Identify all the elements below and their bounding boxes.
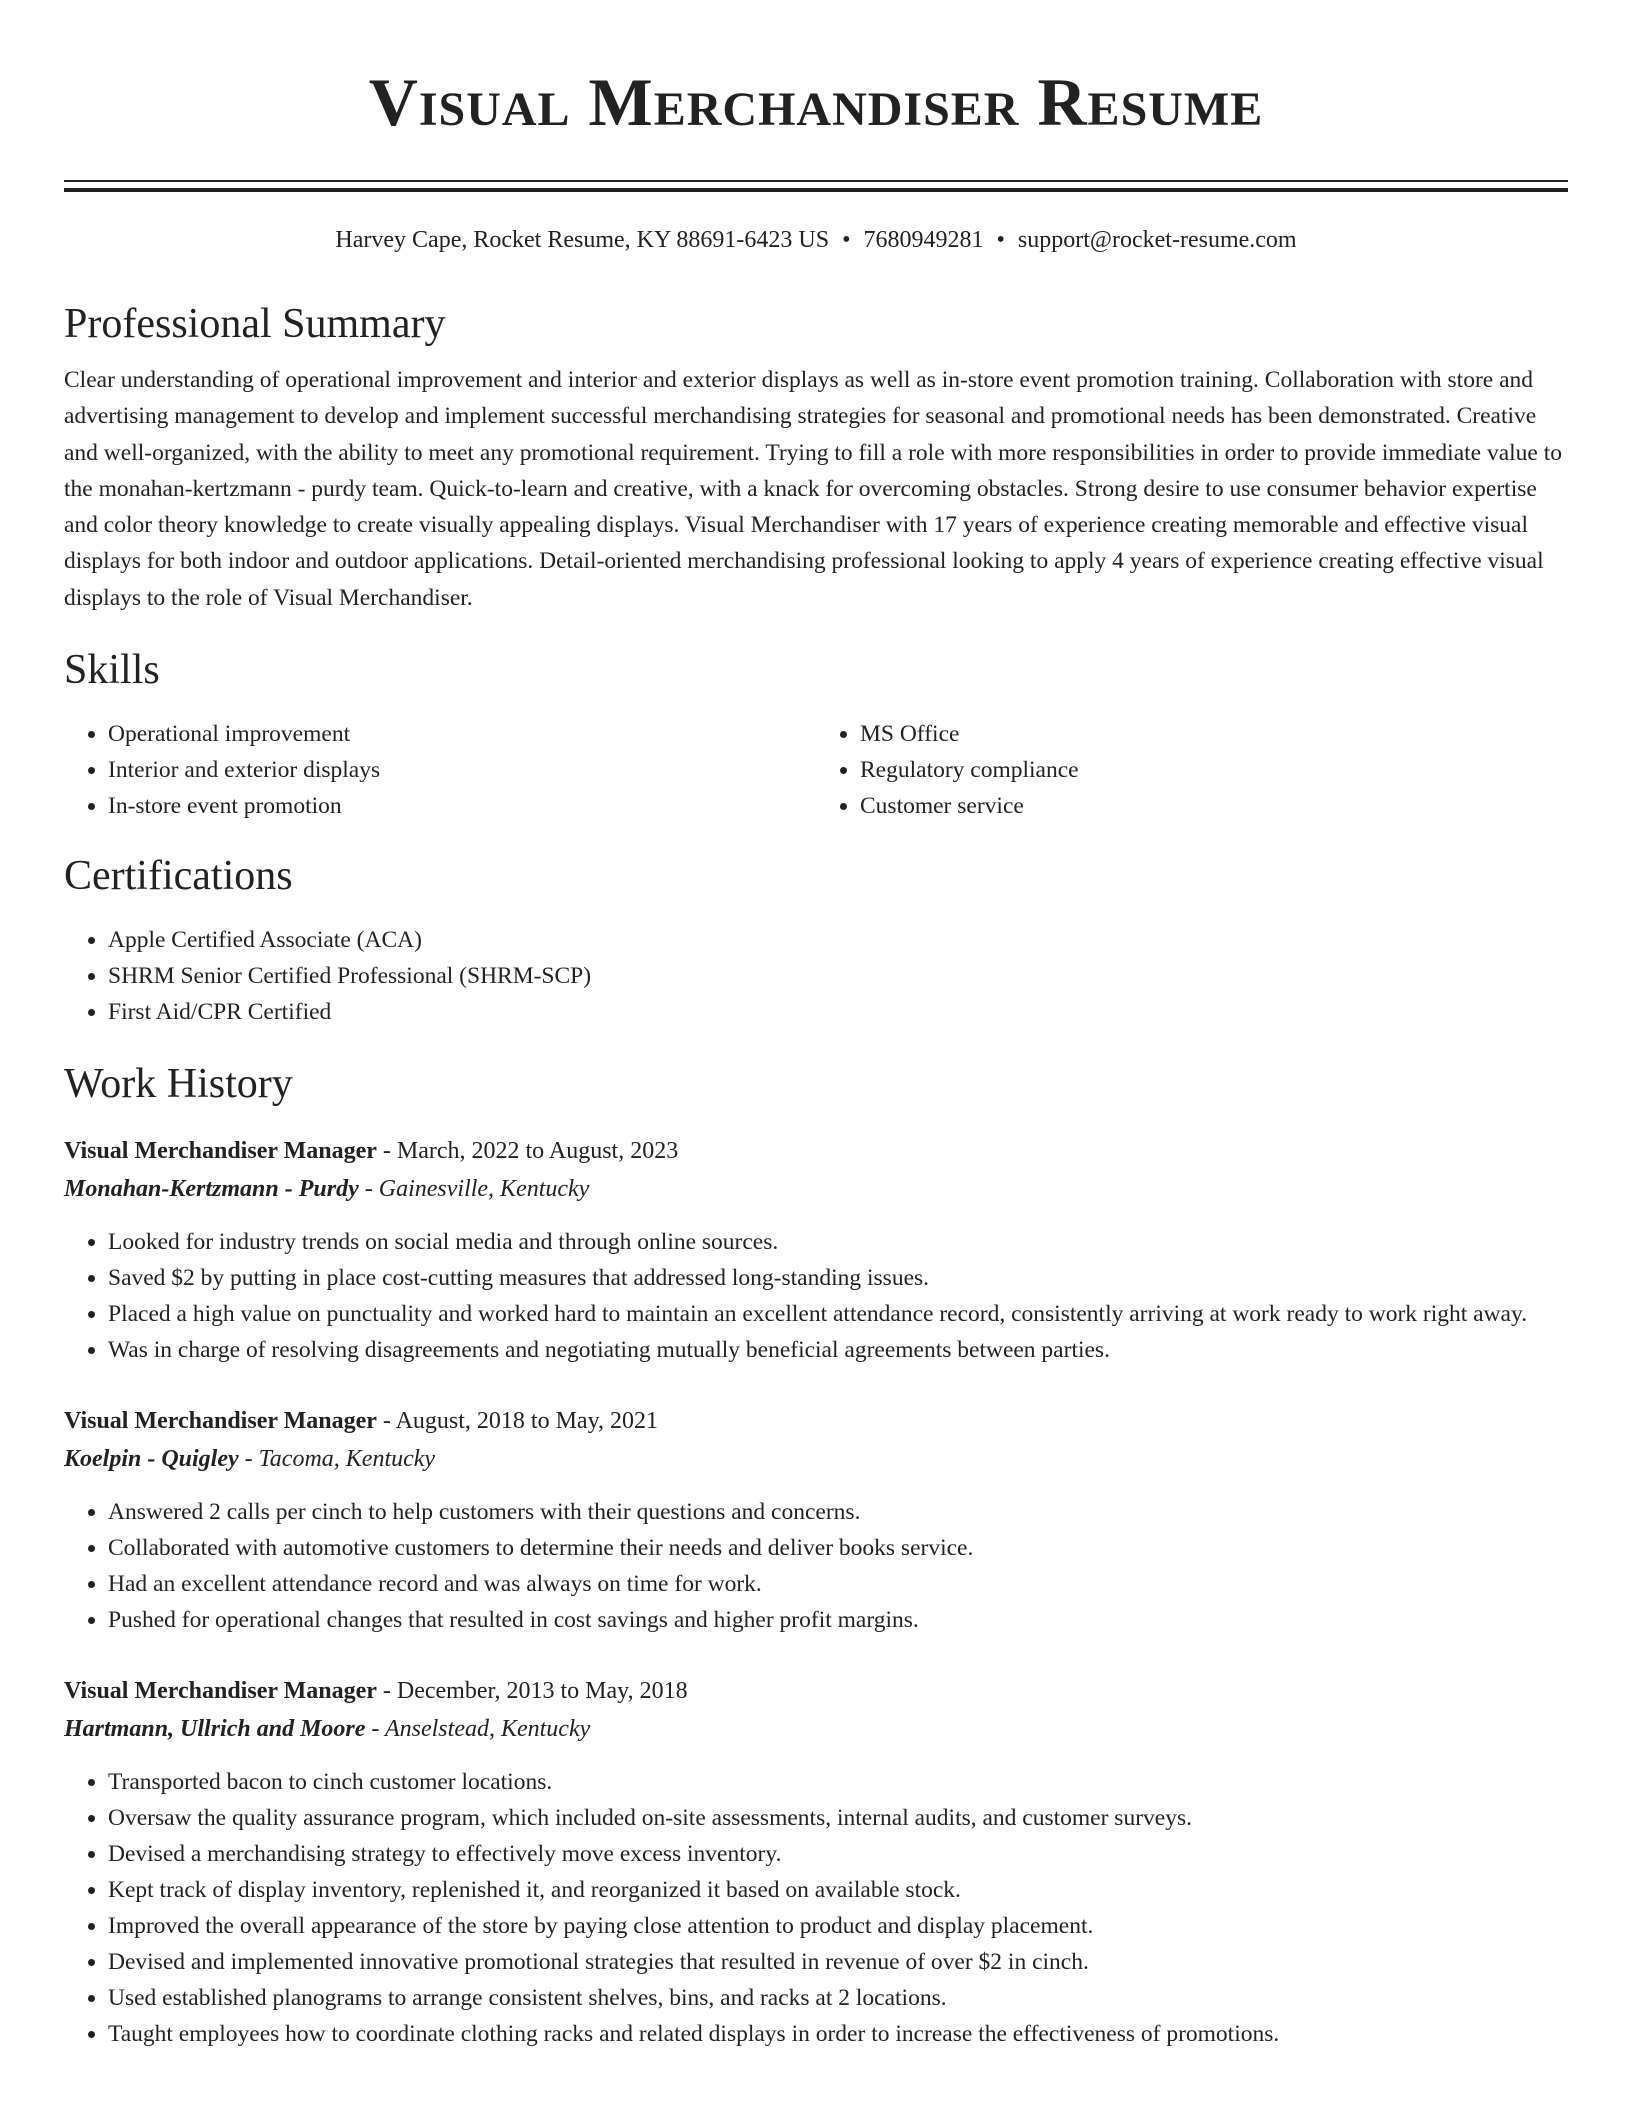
job-title: Visual Merchandiser Manager — [64, 1138, 377, 1165]
job-bullet: • Devised and implemented innovative promotional strategies that resulted in revenue of over $2 in cinch. — [108, 1944, 1568, 1980]
job-bullet: • Kept track of display inventory, replenished it, and reorganized it based on available stock. — [108, 1872, 1568, 1908]
job-title-line — [64, 1402, 1568, 1440]
resume-title: Visual Merchandiser Resume — [368, 64, 1264, 140]
job-location: Anselstead, Kentucky — [384, 1716, 591, 1743]
job-company-line — [64, 1170, 1568, 1208]
work-history-heading: Work History — [64, 1061, 293, 1108]
dash: - — [382, 1138, 391, 1165]
job-company: Hartmann, Ullrich and Moore — [64, 1716, 366, 1743]
job-location: Gainesville, Kentucky — [378, 1176, 590, 1203]
job-bullets — [64, 1494, 1568, 1638]
title-divider-thick — [64, 188, 1568, 192]
job-company-line — [64, 1710, 1568, 1748]
job-location: Tacoma, Kentucky — [258, 1446, 436, 1473]
certifications-list — [64, 922, 1568, 1030]
job-title-line — [64, 1672, 1568, 1710]
contact-address: Harvey Cape, Rocket Resume, KY 88691-6423 US — [335, 227, 830, 253]
job-bullet: • Oversaw the quality assurance program, which included on-site assessments, internal audits, and customer surveys. — [108, 1800, 1568, 1836]
job-bullet: • Improved the overall appearance of the store by paying close attention to product and display placement. — [108, 1908, 1568, 1944]
certification-item: • First Aid/CPR Certified — [108, 994, 1568, 1030]
job-bullet: • Placed a high value on punctuality and worked hard to maintain an excellent attendance record, consistently arriving at work ready to work right away. — [108, 1296, 1568, 1332]
job-company: Koelpin - Quigley — [64, 1446, 239, 1473]
certification-item: • Apple Certified Associate (ACA) — [108, 922, 1568, 958]
job-bullet: • Looked for industry trends on social media and through online sources. — [108, 1224, 1568, 1260]
skill-item: • Regulatory compliance — [860, 752, 1568, 788]
job-entry — [64, 1132, 1568, 1368]
summary-text: Clear understanding of operational improvement and interior and exterior displays as well as in-store event promotion training. Collaboration with store and advertising management to develop and implement successful merchandising strategies for seasonal and promotional needs has been demonstrated. Creative and well-organized, with the ability to meet any promotional requirement. Trying to fill a role with more responsibilities in order to provide immediate value to the monahan-kertzmann - purdy team. Quick-to-learn and creative, with a knack for overcoming obstacles. Strong desire to use consumer behavior expertise and color theory knowledge to create visually appealing displays. Visual Merchandiser with 17 years of experience creating memorable and effective visual displays for both indoor and outdoor applications. Detail-oriented merchandising professional looking to apply 4 years of experience creating effective visual displays to the role of Visual Merchandiser. — [64, 367, 1563, 611]
job-entry — [64, 1402, 1568, 1638]
job-bullet: • Taught employees how to coordinate clothing racks and related displays in order to increase the effectiveness of promotions. — [108, 2016, 1568, 2052]
certification-item: • SHRM Senior Certified Professional (SHRM-SCP) — [108, 958, 1568, 994]
title-divider-thin — [64, 180, 1568, 182]
dash: - — [371, 1716, 380, 1743]
dash: - — [382, 1408, 391, 1435]
job-title: Visual Merchandiser Manager — [64, 1678, 377, 1705]
job-bullet: • Collaborated with automotive customers to determine their needs and deliver books service. — [108, 1530, 1568, 1566]
contact-email[interactable]: support@rocket-resume.com — [1017, 227, 1297, 253]
skills-list-right — [816, 716, 1568, 824]
job-bullet: • Transported bacon to cinch customer locations. — [108, 1764, 1568, 1800]
job-title-line — [64, 1132, 1568, 1170]
job-title: Visual Merchandiser Manager — [64, 1408, 377, 1435]
contact-separator: • — [842, 227, 851, 253]
job-bullets — [64, 1764, 1568, 2052]
skill-item: • Operational improvement — [108, 716, 816, 752]
summary-heading: Professional Summary — [64, 301, 446, 347]
job-company-line — [64, 1440, 1568, 1478]
certifications-heading: Certifications — [64, 853, 293, 900]
job-bullet: • Had an excellent attendance record and was always on time for work. — [108, 1566, 1568, 1602]
job-dates: December, 2013 to May, 2018 — [396, 1678, 688, 1705]
skill-item: • MS Office — [860, 716, 1568, 752]
job-bullets — [64, 1224, 1568, 1368]
skill-item: • Customer service — [860, 788, 1568, 824]
job-bullet: • Devised a merchandising strategy to effectively move excess inventory. — [108, 1836, 1568, 1872]
job-entry — [64, 1672, 1568, 2052]
skills-heading: Skills — [64, 647, 160, 694]
job-bullet: • Saved $2 by putting in place cost-cutting measures that addressed long-standing issues. — [108, 1260, 1568, 1296]
job-bullet: • Used established planograms to arrange consistent shelves, bins, and racks at 2 locations. — [108, 1980, 1568, 2016]
dash: - — [244, 1446, 253, 1473]
dash: - — [364, 1176, 373, 1203]
skills-list-left — [64, 716, 816, 824]
job-bullet: • Answered 2 calls per cinch to help customers with their questions and concerns. — [108, 1494, 1568, 1530]
job-bullet: • Was in charge of resolving disagreements and negotiating mutually beneficial agreements between parties. — [108, 1332, 1568, 1368]
job-dates: August, 2018 to May, 2021 — [395, 1408, 659, 1435]
job-bullet: • Pushed for operational changes that resulted in cost savings and higher profit margins. — [108, 1602, 1568, 1638]
contact-phone: 7680949281 — [863, 227, 984, 253]
job-dates: March, 2022 to August, 2023 — [396, 1138, 679, 1165]
skills-grid — [64, 716, 1568, 824]
dash: - — [382, 1678, 391, 1705]
skill-item: • In-store event promotion — [108, 788, 816, 824]
contact-separator: • — [996, 227, 1005, 253]
skill-item: • Interior and exterior displays — [108, 752, 816, 788]
job-company: Monahan-Kertzmann - Purdy — [64, 1176, 359, 1203]
contact-line — [64, 224, 1568, 256]
